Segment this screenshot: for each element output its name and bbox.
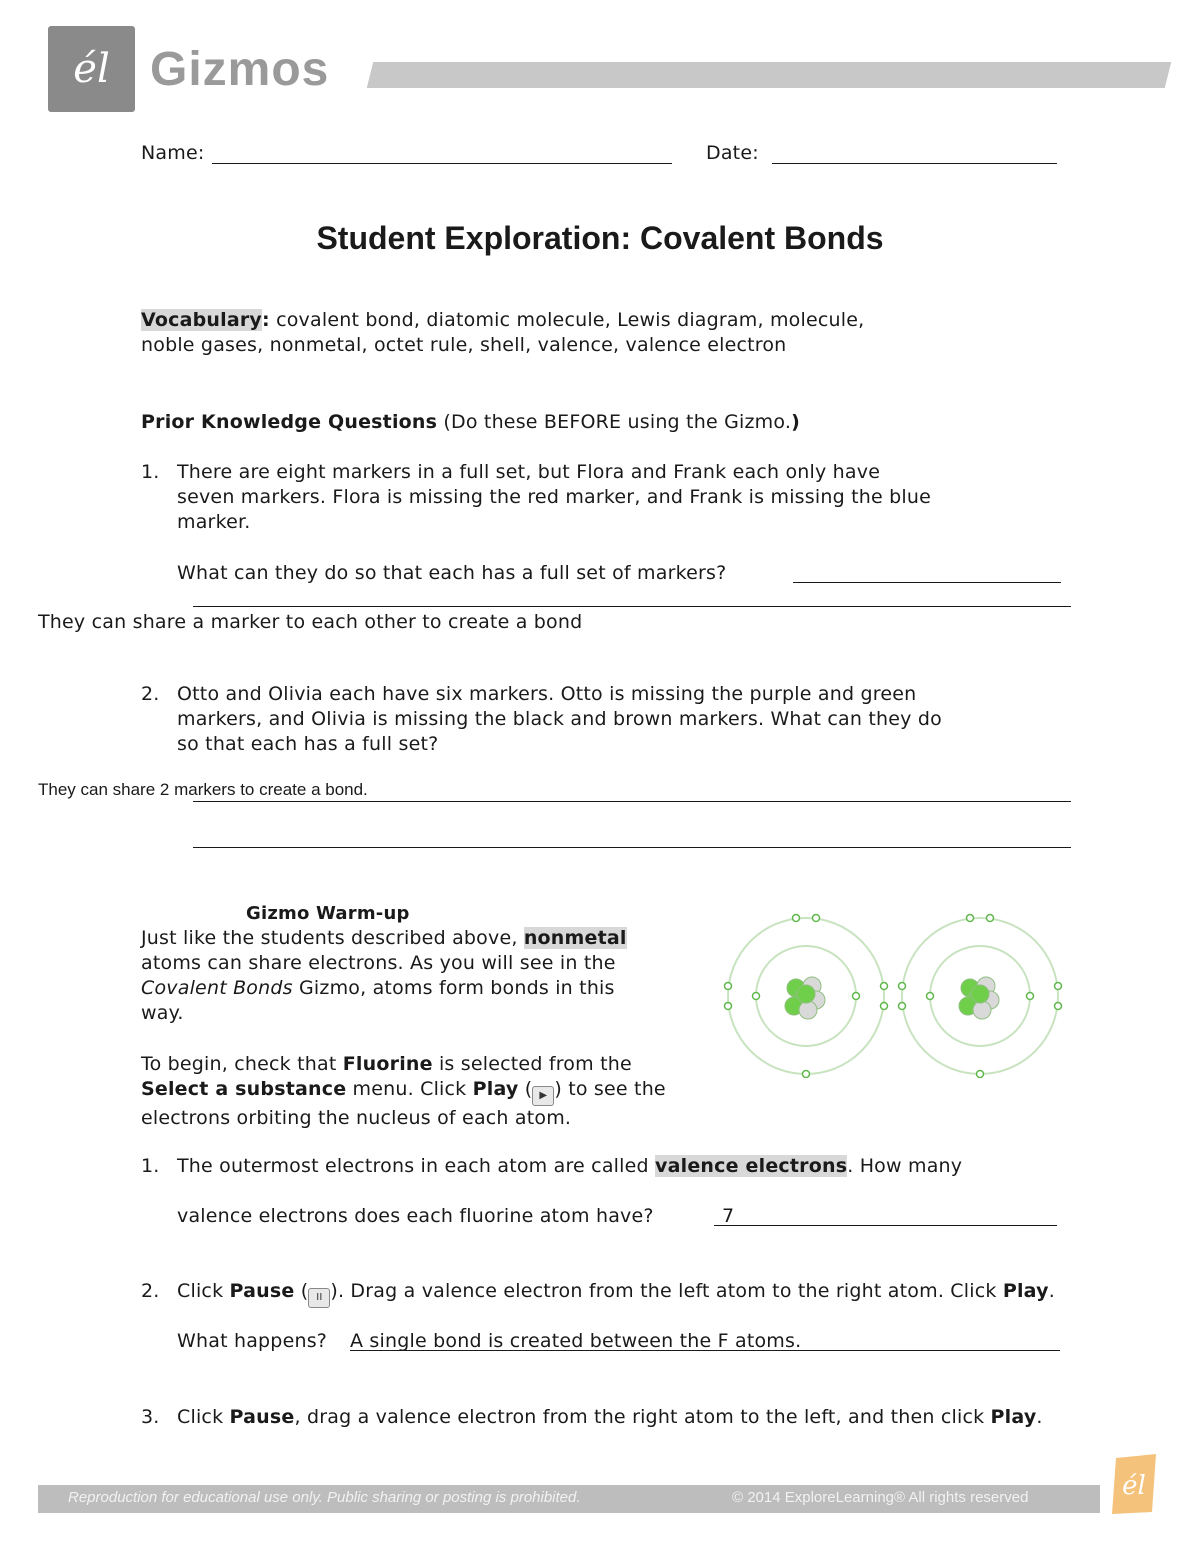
prior-q1-line2: seven markers. Flora is missing the red marker, and Frank is missing the blue — [177, 486, 931, 508]
inner-electron — [1027, 993, 1034, 1000]
q3-c: . — [1036, 1406, 1043, 1428]
select-substance-label: Select a substance — [141, 1078, 347, 1100]
prior-q1-line-b[interactable] — [193, 606, 1071, 607]
valence-electron — [813, 915, 820, 922]
page-title: Student Exploration: Covalent Bonds — [316, 220, 884, 256]
prior-q1-line-a[interactable] — [793, 582, 1061, 583]
q3-text — [177, 1405, 1167, 1430]
warmup-p2-d: ( — [518, 1078, 533, 1100]
prior-q2-line3: so that each has a full set? — [177, 733, 439, 755]
valence-electron — [881, 983, 888, 990]
prior-heading-rest: (Do these BEFORE using the Gizmo. — [437, 411, 792, 433]
play-label-3: Play — [990, 1406, 1037, 1428]
logo-text: él — [73, 46, 110, 92]
prior-heading — [141, 410, 800, 435]
prior-q1-question: What can they do so that each has a full set of markers? — [177, 562, 727, 584]
nucleus-particle — [973, 1001, 991, 1019]
vocabulary-block — [141, 308, 1041, 358]
q2-answer[interactable]: A single bond is created between the F atoms. — [350, 1330, 802, 1352]
nucleus-particle — [797, 985, 815, 1003]
warmup-p1-a: Just like the students described above, — [141, 927, 524, 949]
pause-label-2: Pause — [229, 1406, 295, 1428]
fluorine-label: Fluorine — [342, 1053, 433, 1075]
warmup-paragraph1 — [141, 926, 701, 1026]
valence-electrons-highlight: valence electrons — [655, 1155, 848, 1177]
inner-electron — [853, 993, 860, 1000]
warmup-p2-c: menu. Click — [346, 1078, 473, 1100]
prior-heading-end: ) — [791, 411, 800, 433]
header-bar — [367, 62, 1171, 88]
left-fluorine-atom — [725, 915, 888, 1078]
gizmo-name: Covalent Bonds — [141, 977, 293, 999]
valence-electron — [803, 1071, 810, 1078]
q2-c: ). Drag a valence electron from the left atom to the right atom. Click — [330, 1280, 1003, 1302]
vocabulary-line1: covalent bond, diatomic molecule, Lewis diagram, molecule, — [269, 309, 865, 331]
date-label: Date: — [706, 142, 759, 164]
svg-text:él: él — [1122, 1471, 1146, 1501]
inner-electron — [927, 993, 934, 1000]
q2-number: 2. — [141, 1280, 160, 1302]
warmup-p1-d: way. — [141, 1002, 184, 1024]
warmup-p2-a: To begin, check that — [141, 1053, 343, 1075]
footer-copyright-notice: Reproduction for educational use only. Public sharing or posting is prohibited. — [68, 1489, 581, 1506]
vocabulary-line2: noble gases, nonmetal, octet rule, shell, valence, valence electron — [141, 334, 787, 356]
warmup-heading: Gizmo Warm-up — [246, 903, 410, 924]
prior-heading-bold: Prior Knowledge Questions — [141, 411, 438, 433]
name-label: Name: — [141, 142, 205, 164]
warmup-p2-f: electrons orbiting the nucleus of each atom. — [141, 1107, 572, 1129]
q3-number: 3. — [141, 1406, 160, 1428]
prior-q1-line1: There are eight markers in a full set, but Flora and Frank each only have — [177, 461, 881, 483]
q1-number: 1. — [141, 1155, 160, 1177]
footer-rights: © 2014 ExploreLearning® All rights reserved — [732, 1489, 1029, 1506]
q1-text — [177, 1154, 1077, 1179]
valence-electron — [725, 983, 732, 990]
prior-q1-line3: marker. — [177, 511, 251, 533]
prior-q2-line1: Otto and Olivia each have six markers. Otto is missing the purple and green — [177, 683, 917, 705]
q2-what: What happens? — [177, 1330, 328, 1352]
name-field[interactable] — [212, 163, 672, 164]
valence-electron — [899, 1003, 906, 1010]
valence-electron — [977, 1071, 984, 1078]
prior-q2-line-a[interactable] — [193, 801, 1071, 802]
q1-a: The outermost electrons in each atom are called — [177, 1155, 656, 1177]
valence-electron — [899, 983, 906, 990]
explorelearning-logo — [48, 26, 135, 112]
warmup-p1-c: Gizmo, atoms form bonds in this — [292, 977, 615, 999]
right-fluorine-atom — [899, 915, 1062, 1078]
date-field[interactable] — [772, 163, 1057, 164]
play-label-2: Play — [1002, 1280, 1049, 1302]
prior-q1-text — [177, 460, 1077, 535]
q3-a: Click — [177, 1406, 230, 1428]
inner-electron — [753, 993, 760, 1000]
prior-q1-number: 1. — [141, 461, 160, 483]
nucleus-particle — [799, 1001, 817, 1019]
valence-electron — [725, 1003, 732, 1010]
valence-electron — [793, 915, 800, 922]
explorelearning-footer-logo-icon — [1108, 1452, 1160, 1516]
fluorine-atoms-diagram — [720, 908, 1065, 1078]
valence-electron — [967, 915, 974, 922]
pause-icon: II — [308, 1288, 330, 1308]
valence-electron — [987, 915, 994, 922]
prior-q2-line-b[interactable] — [193, 847, 1071, 848]
warmup-p2-b: is selected from the — [432, 1053, 632, 1075]
pause-label: Pause — [229, 1280, 295, 1302]
play-icon: ▶ — [532, 1086, 554, 1106]
vocabulary-label: Vocabulary — [141, 309, 263, 331]
valence-electron — [1055, 1003, 1062, 1010]
q3-b: , drag a valence electron from the right atom to the left, and then click — [294, 1406, 991, 1428]
q1-line2: valence electrons does each fluorine atom have? — [177, 1205, 654, 1227]
q2-d: . — [1048, 1280, 1055, 1302]
prior-q2-line2: markers, and Olivia is missing the black and brown markers. What can they do — [177, 708, 942, 730]
gizmos-brand: Gizmos — [150, 43, 330, 96]
q1-answer-line[interactable] — [714, 1225, 1057, 1226]
valence-electron — [1055, 983, 1062, 990]
prior-q2-number: 2. — [141, 683, 160, 705]
nonmetal-highlight: nonmetal — [523, 927, 627, 949]
prior-q1-answer[interactable]: They can share a marker to each other to create a bond — [38, 611, 583, 633]
q2-a: Click — [177, 1280, 230, 1302]
warmup-p2-e: ) to see the — [554, 1078, 666, 1100]
prior-q2-answer[interactable]: They can share 2 markers to create a bond. — [38, 780, 368, 799]
q1-b: . How many — [847, 1155, 963, 1177]
prior-q2-text — [177, 682, 1077, 757]
nucleus-particle — [971, 985, 989, 1003]
valence-electron — [881, 1003, 888, 1010]
warmup-p1-b: atoms can share electrons. As you will see in the — [141, 952, 616, 974]
q1-answer[interactable]: 7 — [722, 1205, 735, 1227]
vocabulary-colon: : — [262, 309, 270, 331]
play-label: Play — [472, 1078, 519, 1100]
q2-b: ( — [294, 1280, 309, 1302]
warmup-paragraph2 — [141, 1052, 711, 1131]
q2-text — [177, 1279, 1157, 1308]
